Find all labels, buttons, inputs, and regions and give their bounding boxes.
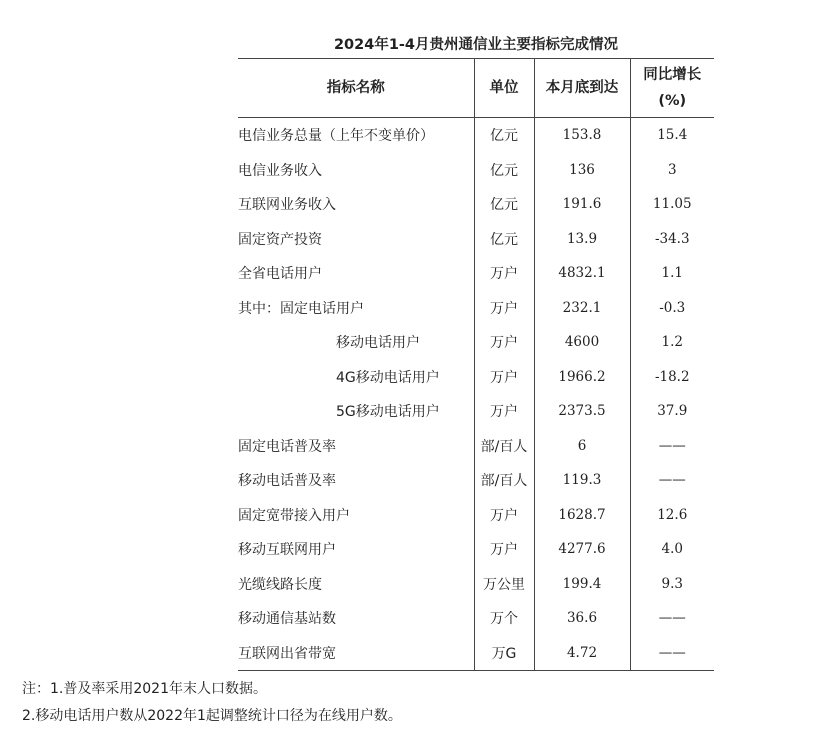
month-end-value-cell: 1966.2 <box>534 360 630 395</box>
table-row <box>238 601 714 636</box>
table-row <box>238 429 714 464</box>
indicator-name-cell: 其中：固定电话用户 <box>238 300 364 317</box>
month-end-value-cell: 4600 <box>534 325 630 360</box>
table-row <box>238 498 714 533</box>
indicator-name-cell: 互联网业务收入 <box>238 197 336 214</box>
month-end-value-cell: 6 <box>534 429 630 464</box>
month-end-value-cell: 4.72 <box>534 636 630 671</box>
month-end-value-cell: 1628.7 <box>534 498 630 533</box>
table-row <box>238 532 714 567</box>
table-row <box>238 394 714 429</box>
indicator-name-cell: 互联网出省带宽 <box>238 636 474 671</box>
indicator-name-cell: 电信业务收入 <box>238 162 322 179</box>
unit-cell: 万户 <box>474 325 534 360</box>
indicator-name-cell: 固定资产投资 <box>238 231 322 248</box>
month-end-value-cell: 232.1 <box>534 291 630 326</box>
unit-cell: 亿元 <box>474 222 534 257</box>
indicator-name-cell: 电信业务总量（上年不变单价） <box>238 128 434 145</box>
month-end-value-cell: 13.9 <box>534 222 630 257</box>
indicator-name-cell: 4G移动电话用户 <box>336 369 440 386</box>
table-title: 2024年1-4月贵州通信业主要指标完成情况 <box>333 37 619 53</box>
footnotes <box>22 676 402 730</box>
yoy-growth-cell: —— <box>630 636 714 671</box>
header-indicator-name: 指标名称 <box>238 59 474 118</box>
unit-cell: 万户 <box>474 498 534 533</box>
indicator-table <box>238 58 714 671</box>
unit-cell: 部/百人 <box>474 463 534 498</box>
table-row <box>238 118 714 153</box>
yoy-growth-cell: —— <box>630 429 714 464</box>
month-end-value-cell: 36.6 <box>534 601 630 636</box>
unit-cell: 万户 <box>474 532 534 567</box>
yoy-growth-cell: 37.9 <box>630 394 714 429</box>
month-end-value-cell: 4832.1 <box>534 256 630 291</box>
unit-cell: 万户 <box>474 360 534 395</box>
indicator-name-cell: 全省电话用户 <box>238 266 322 283</box>
indicator-name-cell: 固定宽带接入用户 <box>238 507 350 524</box>
table-row <box>238 360 714 395</box>
unit-cell: 亿元 <box>474 187 534 222</box>
table-row <box>238 291 714 326</box>
indicator-name-cell: 移动电话普及率 <box>238 473 336 490</box>
yoy-growth-cell: 9.3 <box>630 567 714 602</box>
unit-cell: 万公里 <box>474 567 534 602</box>
unit-cell: 万个 <box>474 601 534 636</box>
header-month-end-value: 本月底到达 <box>534 59 630 118</box>
yoy-growth-cell: —— <box>630 463 714 498</box>
unit-cell: 万G <box>474 636 534 671</box>
footnote-2: 2.移动电话用户数从2022年1起调整统计口径为在线用户数。 <box>22 708 402 724</box>
table-body <box>238 118 714 671</box>
unit-cell: 亿元 <box>474 118 534 153</box>
yoy-growth-cell: -18.2 <box>630 360 714 395</box>
header-row <box>238 59 714 118</box>
yoy-growth-cell: 1.1 <box>630 256 714 291</box>
indicator-name-cell: 光缆线路长度 <box>238 576 322 593</box>
month-end-value-cell: 119.3 <box>534 463 630 498</box>
unit-cell: 万户 <box>474 394 534 429</box>
yoy-growth-cell: -34.3 <box>630 222 714 257</box>
table-row <box>238 187 714 222</box>
month-end-value-cell: 136 <box>534 153 630 188</box>
header-yoy-label: 同比增长 <box>643 67 702 83</box>
month-end-value-cell: 153.8 <box>534 118 630 153</box>
yoy-growth-cell: —— <box>630 601 714 636</box>
table-row <box>238 636 714 671</box>
yoy-growth-cell: 15.4 <box>630 118 714 153</box>
table-row <box>238 222 714 257</box>
month-end-value-cell: 199.4 <box>534 567 630 602</box>
indicator-name-cell: 5G移动电话用户 <box>336 404 440 421</box>
table-row <box>238 153 714 188</box>
yoy-growth-cell: 12.6 <box>630 498 714 533</box>
yoy-growth-cell: 11.05 <box>630 187 714 222</box>
unit-cell: 部/百人 <box>474 429 534 464</box>
indicator-name-cell: 移动互联网用户 <box>238 542 336 559</box>
yoy-growth-cell: 4.0 <box>630 532 714 567</box>
table-row <box>238 256 714 291</box>
header-yoy-growth <box>630 59 714 118</box>
yoy-growth-cell: 1.2 <box>630 325 714 360</box>
indicator-name-cell: 移动通信基站数 <box>238 611 336 628</box>
unit-cell: 万户 <box>474 256 534 291</box>
indicator-name-cell: 固定电话普及率 <box>238 438 336 455</box>
header-yoy-percent: (%) <box>658 93 687 109</box>
month-end-value-cell: 191.6 <box>534 187 630 222</box>
month-end-value-cell: 2373.5 <box>534 394 630 429</box>
indicator-name-cell: 移动电话用户 <box>336 335 420 352</box>
month-end-value-cell: 4277.6 <box>534 532 630 567</box>
yoy-growth-cell: 3 <box>630 153 714 188</box>
table-row <box>238 463 714 498</box>
yoy-growth-cell: -0.3 <box>630 291 714 326</box>
table-row <box>238 325 714 360</box>
unit-cell: 万户 <box>474 291 534 326</box>
unit-cell: 亿元 <box>474 153 534 188</box>
table-row <box>238 567 714 602</box>
footnote-1: 注：1.普及率采用2021年末人口数据。 <box>22 681 267 697</box>
header-unit: 单位 <box>474 59 534 118</box>
